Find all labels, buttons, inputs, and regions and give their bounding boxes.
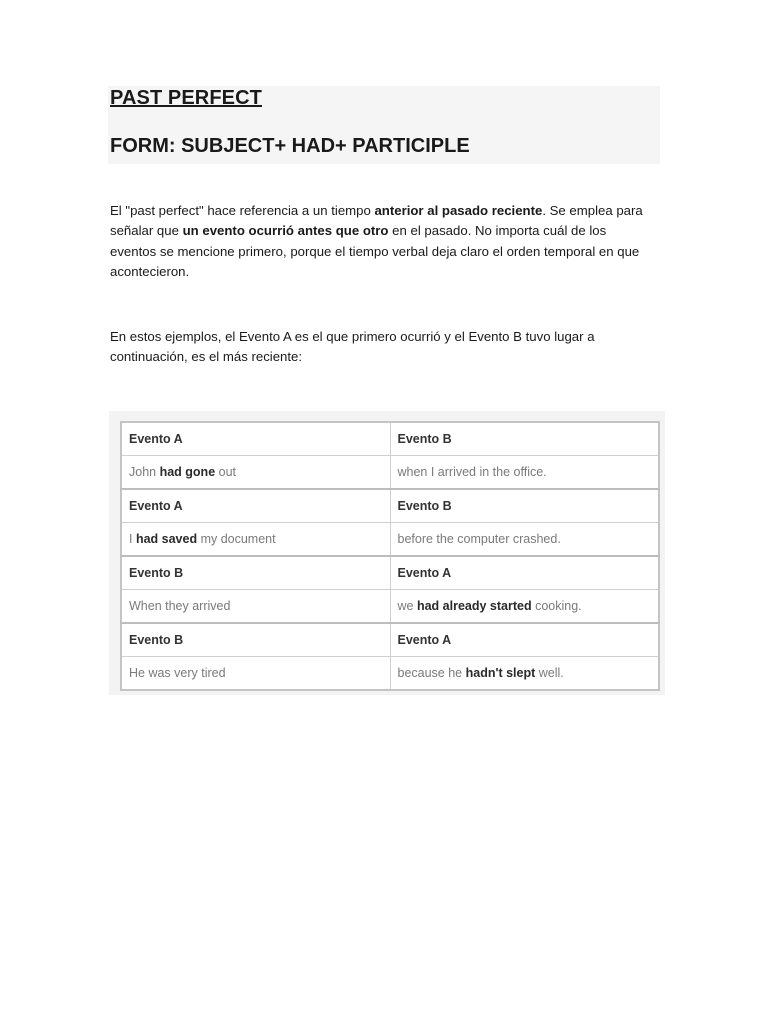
examples-paragraph: En estos ejemplos, el Evento A es el que primero ocurrió y el Evento B tuvo lugar a continuación, es el más reciente: <box>110 329 595 365</box>
cell-text: we <box>397 599 417 613</box>
table-cell <box>390 657 659 691</box>
cell-text: my document <box>197 532 276 546</box>
table-header-cell: Evento B <box>121 556 390 590</box>
table-header-cell: Evento A <box>390 556 659 590</box>
table-header-cell: Evento A <box>390 623 659 657</box>
cell-text: well. <box>535 666 564 680</box>
cell-bold-text: had gone <box>159 465 216 479</box>
table-header-cell: Evento A <box>121 489 390 523</box>
cell-bold-text: had already started <box>416 599 532 613</box>
examples-table-image <box>109 411 665 695</box>
table-cell <box>390 523 659 557</box>
intro-bold-2: un evento ocurrió antes que otro <box>182 223 389 239</box>
table-cell <box>121 523 390 557</box>
table-row <box>121 523 659 557</box>
intro-text-1: El "past perfect" hace referencia a un tiempo <box>110 203 375 218</box>
cell-bold-text: hadn't slept <box>465 666 536 680</box>
cell-text: I <box>129 532 136 546</box>
intro-bold-1: anterior al pasado reciente <box>374 203 543 218</box>
table-cell <box>390 590 659 624</box>
table-cell <box>121 590 390 624</box>
cell-text: He was very tired <box>129 666 226 680</box>
cell-text: before the computer crashed. <box>397 532 561 546</box>
table-row <box>121 456 659 490</box>
intro-text-3: en el pasado. No importa cuál de los eventos se mencione primero, porque el tiempo verbal deja claro el orden temporal en que acontecieron. <box>110 223 640 279</box>
table-row <box>121 590 659 624</box>
cell-text: John <box>129 465 160 479</box>
cell-text: When they arrived <box>129 599 231 613</box>
page-title: PAST PERFECT <box>110 87 262 109</box>
table-cell <box>121 657 390 691</box>
intro-text-2: . Se emplea para señalar que <box>110 203 643 239</box>
cell-bold-text: had saved <box>135 532 198 546</box>
table-cell <box>390 456 659 490</box>
cell-text: cooking. <box>531 599 582 613</box>
table-header-cell: Evento B <box>121 623 390 657</box>
table-cell <box>121 456 390 490</box>
intro-paragraph <box>110 201 650 282</box>
cell-text: when I arrived in the office. <box>397 465 547 479</box>
table-header-cell: Evento A <box>121 422 390 456</box>
page-subtitle: FORM: SUBJECT+ HAD+ PARTICIPLE <box>110 135 470 157</box>
table-row-header <box>121 489 659 523</box>
table-row <box>121 657 659 691</box>
cell-text: because he <box>397 666 466 680</box>
table-row-header <box>121 556 659 590</box>
cell-text: out <box>215 465 237 479</box>
table-header-cell: Evento B <box>390 489 659 523</box>
table-header-cell: Evento B <box>390 422 659 456</box>
examples-table <box>120 421 660 691</box>
table-row-header <box>121 422 659 456</box>
table-row-header <box>121 623 659 657</box>
